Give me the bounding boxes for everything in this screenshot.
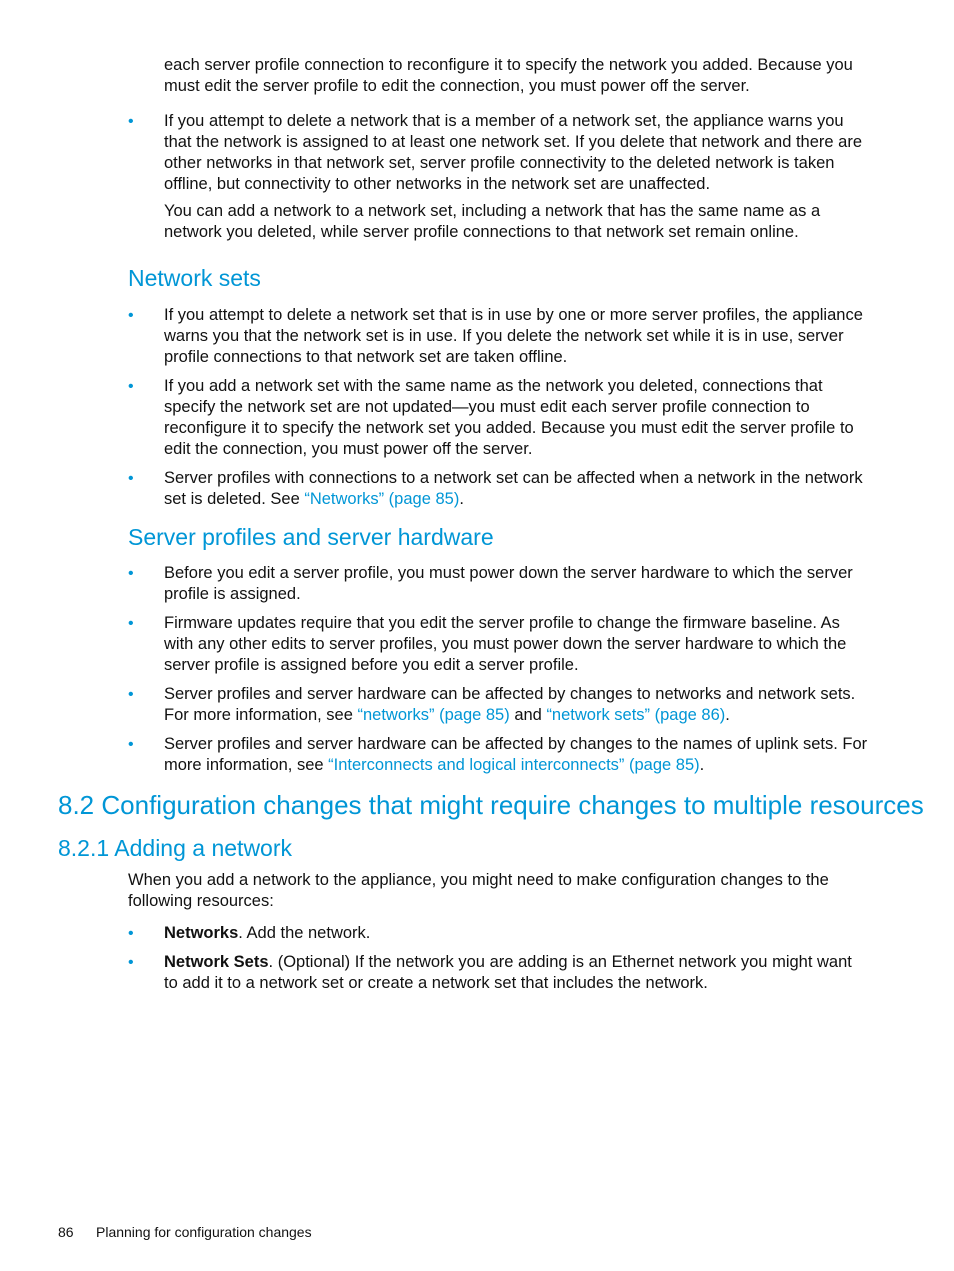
bullet-icon: • [128, 378, 134, 395]
list-item [128, 952, 870, 994]
list-item [128, 468, 870, 510]
adding-network-intro: When you add a network to the appliance, you might need to make configuration changes to the following resources: [128, 871, 829, 910]
list-item-text: . (Optional) If the network you are adding is an Ethernet network you might want to add it to a network set or create a network set that includes the network. [164, 953, 852, 992]
link-networks-page-85[interactable]: “Networks” (page 85) [304, 490, 460, 508]
bullet-icon: • [128, 565, 134, 582]
network-delete-list [128, 111, 870, 251]
list-item [128, 684, 870, 726]
bullet-icon: • [128, 925, 134, 942]
list-item-text: . Add the network. [238, 924, 371, 942]
list-item [128, 305, 870, 368]
list-item-text: Server profiles with connections to a network set can be affected when a network in the network set is deleted. See [164, 469, 863, 508]
bullet-icon: • [128, 615, 134, 632]
list-item-text: Firmware updates require that you edit the server profile to change the firmware baseline. As with any other edits to server profiles, you must power down the server hardware to which the server profile is assigned before you edit a server profile. [164, 614, 847, 674]
heading-network-sets: Network sets [128, 265, 261, 291]
network-sets-list [128, 305, 870, 518]
list-item [128, 563, 870, 605]
heading-section-8-2-1: 8.2.1 Adding a network [58, 835, 292, 861]
list-item [128, 613, 870, 676]
heading-server-profiles: Server profiles and server hardware [128, 524, 494, 550]
list-item [128, 734, 870, 776]
list-item-text: If you attempt to delete a network that is a member of a network set, the appliance warns you that the network is assigned to at least one network set. If you delete that network and there are other networks in that network set, server profile connectivity to the deleted network is taken offline, but connectivity to other networks in the network set are unaffected. [164, 112, 862, 193]
bullet-icon: • [128, 954, 134, 971]
list-item-text-mid: and [509, 706, 547, 724]
bullet-icon: • [128, 470, 134, 487]
list-item-text: Server profiles and server hardware can be affected by changes to networks and network sets. For more information, see [164, 685, 856, 724]
link-networks-page-85[interactable]: “networks” (page 85) [357, 706, 510, 724]
list-item-text-end: . [725, 706, 730, 724]
list-item-text: If you attempt to delete a network set that is in use by one or more server profiles, the appliance warns you that the network set is in use. If you delete the network set while it is in use, server profile connections to that network set are taken offline. [164, 306, 863, 366]
list-item [128, 376, 870, 460]
adding-network-list [128, 923, 870, 1002]
page-number: 86 [58, 1224, 74, 1240]
footer-title: Planning for configuration changes [96, 1224, 312, 1240]
bullet-icon: • [128, 686, 134, 703]
bullet-icon: • [128, 307, 134, 324]
list-item-text: Server profiles and server hardware can be affected by changes to the names of uplink sets. For more information, see [164, 735, 868, 774]
bullet-icon: • [128, 113, 134, 130]
server-profiles-list [128, 563, 870, 784]
list-item-followup: You can add a network to a network set, including a network that has the same name as a network you deleted, while server profile connections to that network set remain online. [164, 202, 821, 241]
heading-section-8-2: 8.2 Configuration changes that might require changes to multiple resources [58, 790, 924, 820]
term-networks: Networks [164, 924, 239, 942]
bullet-icon: • [128, 736, 134, 753]
term-network-sets: Network Sets [164, 953, 269, 971]
list-item [128, 111, 870, 243]
page-footer [58, 1222, 312, 1242]
link-network-sets-page-86[interactable]: “network sets” (page 86) [546, 706, 726, 724]
list-item-text: If you add a network set with the same name as the network you deleted, connections that specify the network set are not updated—you must edit each server profile connection to reconfigure it to specify the network set you added. Because you must edit the server profile to edit the connection, you must power off the server. [164, 377, 854, 458]
link-interconnects-page-85[interactable]: “Interconnects and logical interconnects” (page 85) [328, 756, 700, 774]
list-item [128, 923, 870, 944]
list-item-text-end: . [459, 490, 464, 508]
list-item-text: Before you edit a server profile, you must power down the server hardware to which the server profile is assigned. [164, 564, 853, 603]
continuation-paragraph: each server profile connection to reconfigure it to specify the network you added. Because you must edit the server profile to edit the connection, you must power off the server. [164, 56, 853, 95]
list-item-text-end: . [699, 756, 705, 774]
